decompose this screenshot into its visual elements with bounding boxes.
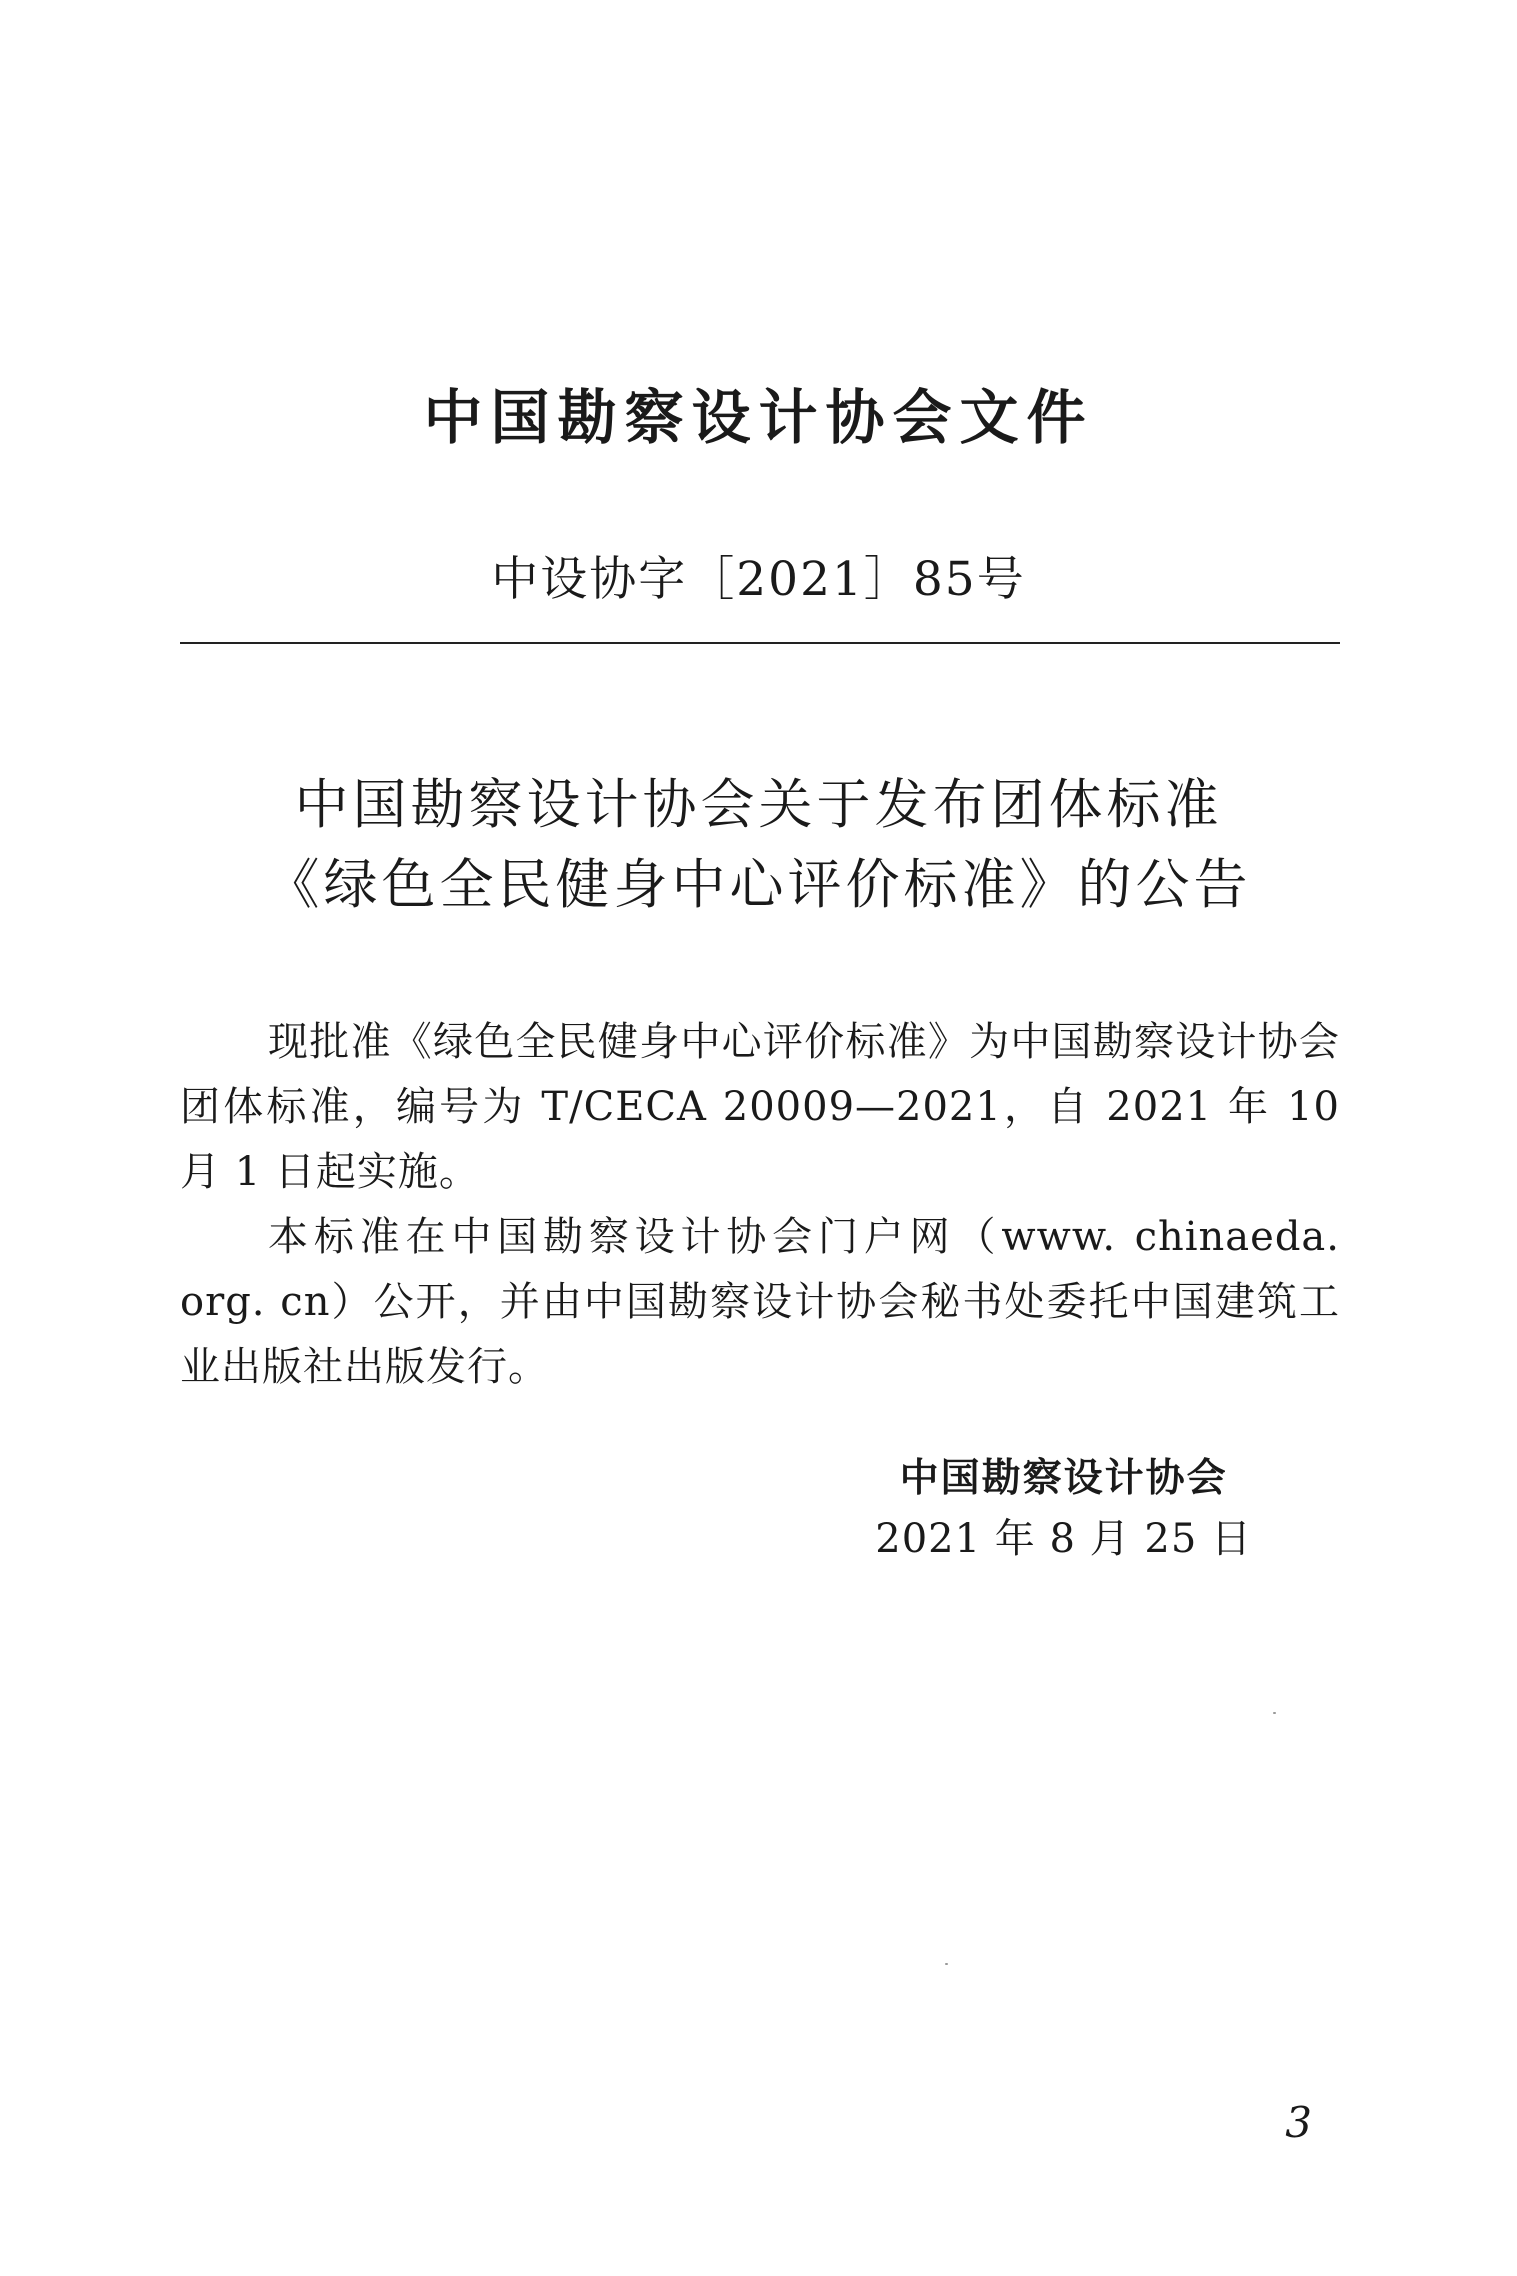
signature-date: 2021 年 8 月 25 日 <box>875 1516 1252 1562</box>
title-line-1: 中国勘察设计协会关于发布团体标准 <box>294 773 1223 836</box>
scan-speck <box>1273 1712 1276 1714</box>
signature-organization: 中国勘察设计协会 <box>899 1456 1228 1501</box>
header-divider <box>180 642 1340 644</box>
signature-block <box>875 1449 1252 1569</box>
page-number: 3 <box>1285 2098 1312 2147</box>
body-paragraph-approval: 现批准《绿色全民健身中心评价标准》为中国勘察设计协会团体标准，编号为 T/CECA 20009—2021，自 2021 年 10 月 1 日起实施。 <box>180 1019 1340 1195</box>
announcement-body <box>180 1010 1340 1400</box>
body-paragraph-publication: 本标准在中国勘察设计协会门户网（www. chinaeda. org. cn）公开，并由中国勘察设计协会秘书处委托中国建筑工业出版社出版发行。 <box>180 1214 1340 1390</box>
document-header: 中国勘察设计协会文件 <box>423 383 1094 452</box>
announcement-title <box>0 765 1517 925</box>
scan-speck <box>945 1963 948 1965</box>
title-line-2: 《绿色全民健身中心评价标准》的公告 <box>265 853 1252 916</box>
document-number: 中设协字［2021］85号 <box>491 552 1026 607</box>
